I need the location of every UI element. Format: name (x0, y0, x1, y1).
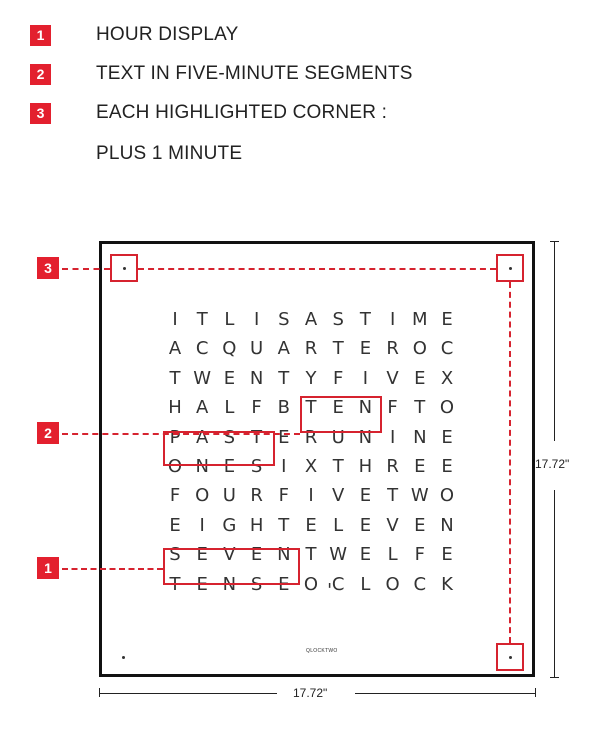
grid-letter: T (278, 367, 290, 389)
grid-letter: C (195, 338, 209, 360)
grid-letter: H (358, 456, 373, 477)
grid-letter: I (199, 514, 205, 536)
connector-3-top (138, 268, 496, 270)
grid-letter: R (250, 485, 263, 507)
grid-letter: P (169, 426, 181, 448)
grid-letter: L (224, 397, 235, 419)
grid-letter: H (249, 514, 264, 536)
grid-letter: E (414, 514, 426, 536)
callout-badge-3: 3 (37, 257, 59, 279)
grid-letter: L (224, 309, 235, 330)
legend-badge-3: 3 (30, 103, 51, 124)
grid-letter: ' (327, 579, 333, 601)
grid-letter: V (386, 367, 399, 389)
corner-box-dot (123, 267, 126, 270)
grid-letter: O (195, 485, 210, 507)
grid-letter: E (414, 367, 426, 389)
connector-3-right (509, 282, 511, 643)
grid-letter: E (441, 544, 453, 566)
grid-letter: T (169, 573, 181, 595)
grid-letter: N (440, 514, 454, 536)
grid-letter: I (281, 456, 287, 477)
grid-letter: E (305, 514, 317, 536)
grid-letter: C (440, 338, 454, 360)
grid-letter: L (333, 514, 344, 536)
grid-letter: N (358, 397, 373, 419)
grid-letter: E (196, 573, 208, 595)
corner-box-dot (509, 267, 512, 270)
height-dimension-label: 17.72" (535, 457, 570, 471)
grid-letter: O (167, 456, 183, 477)
grid-letter: E (278, 573, 290, 595)
grid-letter: T (332, 338, 344, 360)
grid-letter: U (250, 338, 264, 360)
grid-letter: N (358, 426, 373, 448)
grid-letter: I (362, 367, 369, 389)
legend-text-2: TEXT IN FIVE-MINUTE SEGMENTS (96, 63, 413, 84)
grid-letter: S (223, 426, 236, 448)
grid-letter: E (359, 338, 372, 360)
grid-letter: S (250, 456, 263, 477)
grid-letter: E (332, 397, 344, 419)
highlight-past (163, 431, 275, 466)
grid-letter: X (440, 367, 454, 389)
width-dimension-line-left (99, 693, 277, 694)
grid-letter: R (386, 456, 399, 477)
grid-letter: E (223, 456, 236, 477)
grid-letter: F (414, 544, 425, 566)
grid-letter: U (331, 426, 345, 448)
grid-letter: F (169, 485, 181, 507)
grid-letter: E (223, 367, 236, 389)
grid-letter: T (169, 367, 181, 389)
grid-letter: A (277, 338, 290, 360)
dimension-tick (535, 688, 536, 697)
grid-letter: O (303, 573, 319, 595)
legend-text-3: EACH HIGHLIGHTED CORNER : (96, 102, 388, 123)
grid-letter: N (413, 426, 427, 448)
width-dimension-label: 17.72" (293, 686, 328, 700)
grid-letter: O (439, 397, 455, 419)
legend-text-1: HOUR DISPLAY (96, 24, 239, 45)
grid-letter: E (441, 426, 453, 448)
brand-label: QLOCKTWO (306, 648, 338, 654)
grid-letter: A (304, 309, 318, 330)
legend-row-1 (30, 24, 51, 46)
width-dimension-line-right (355, 693, 535, 694)
connector-1 (62, 568, 163, 570)
grid-letter: L (360, 573, 371, 595)
grid-letter: S (250, 573, 263, 595)
highlight-ten (300, 396, 382, 433)
corner-box-top-right (496, 254, 524, 282)
grid-letter: N (277, 544, 291, 566)
callout-badge-1: 1 (37, 557, 59, 579)
grid-letter: O (439, 485, 455, 507)
grid-letter: M (412, 309, 428, 330)
grid-letter: R (386, 338, 399, 360)
grid-letter: E (359, 485, 372, 507)
grid-letter: E (414, 456, 426, 477)
grid-letter: S (332, 309, 344, 330)
grid-letter: F (278, 485, 289, 507)
height-dimension-line-top (554, 241, 555, 441)
grid-letter: N (249, 367, 264, 389)
grid-letter: R (304, 426, 318, 448)
legend-row-3 (30, 102, 51, 124)
grid-letter: A (196, 397, 209, 419)
grid-letter: T (332, 456, 344, 477)
grid-letter: L (387, 544, 398, 566)
grid-letter: R (304, 338, 318, 360)
grid-letter: I (389, 309, 396, 330)
grid-letter: S (169, 544, 181, 566)
grid-letter: W (329, 544, 348, 566)
grid-letter: F (387, 397, 398, 419)
grid-letter: A (196, 426, 209, 448)
grid-letter: U (222, 485, 236, 507)
grid-letter: T (196, 309, 208, 330)
grid-letter: T (305, 397, 317, 419)
connector-2 (62, 433, 300, 435)
grid-letter: F (251, 397, 262, 419)
legend-row-2 (30, 63, 51, 85)
corner-dot (122, 656, 125, 659)
grid-letter: Y (305, 367, 317, 389)
grid-letter: K (441, 573, 453, 595)
grid-letter: O (385, 573, 400, 595)
grid-letter: C (331, 573, 345, 595)
grid-letter: I (172, 309, 178, 330)
corner-box-top-left (110, 254, 138, 282)
grid-letter: G (222, 514, 237, 536)
grid-letter: S (278, 309, 290, 330)
grid-letter: T (414, 397, 426, 419)
grid-letter: V (223, 544, 236, 566)
grid-letter: H (168, 397, 182, 419)
grid-letter: X (304, 456, 318, 477)
grid-letter: E (169, 514, 181, 536)
grid-letter: V (386, 514, 399, 536)
grid-letter: B (277, 397, 290, 419)
grid-letter: W (193, 367, 212, 389)
grid-letter: T (251, 426, 263, 448)
legend-badge-1: 1 (30, 25, 51, 46)
grid-letter: W (410, 485, 429, 507)
callout-badge-2: 2 (37, 422, 59, 444)
grid-letter: E (359, 514, 372, 536)
grid-letter: T (305, 544, 317, 566)
grid-letter: I (389, 426, 396, 448)
grid-letter: T (359, 309, 371, 330)
grid-letter: N (222, 573, 237, 595)
grid-letter: C (413, 573, 427, 595)
grid-letter: A (168, 338, 182, 360)
grid-letter: I (253, 309, 260, 330)
grid-letter: T (387, 485, 399, 507)
grid-letter: E (196, 544, 208, 566)
grid-letter: E (441, 309, 453, 330)
grid-letter: O (412, 338, 427, 360)
grid-letter: V (332, 485, 345, 507)
dimension-tick (550, 677, 559, 678)
height-dimension-line-bottom (554, 490, 555, 677)
corner-box-dot (509, 656, 512, 659)
corner-box-bottom-right (496, 643, 524, 671)
legend-text-4: PLUS 1 MINUTE (96, 143, 243, 164)
grid-letter: E (359, 544, 372, 566)
grid-letter: Q (222, 338, 237, 360)
grid-letter: E (250, 544, 263, 566)
legend-badge-2: 2 (30, 64, 51, 85)
highlight-seven (163, 548, 300, 585)
grid-letter: T (278, 514, 290, 536)
grid-letter: I (308, 485, 314, 507)
grid-letter: F (333, 367, 344, 389)
grid-letter: N (195, 456, 209, 477)
connector-3-left (62, 268, 110, 270)
grid-letter: E (278, 426, 290, 448)
grid-letter: E (441, 456, 453, 477)
